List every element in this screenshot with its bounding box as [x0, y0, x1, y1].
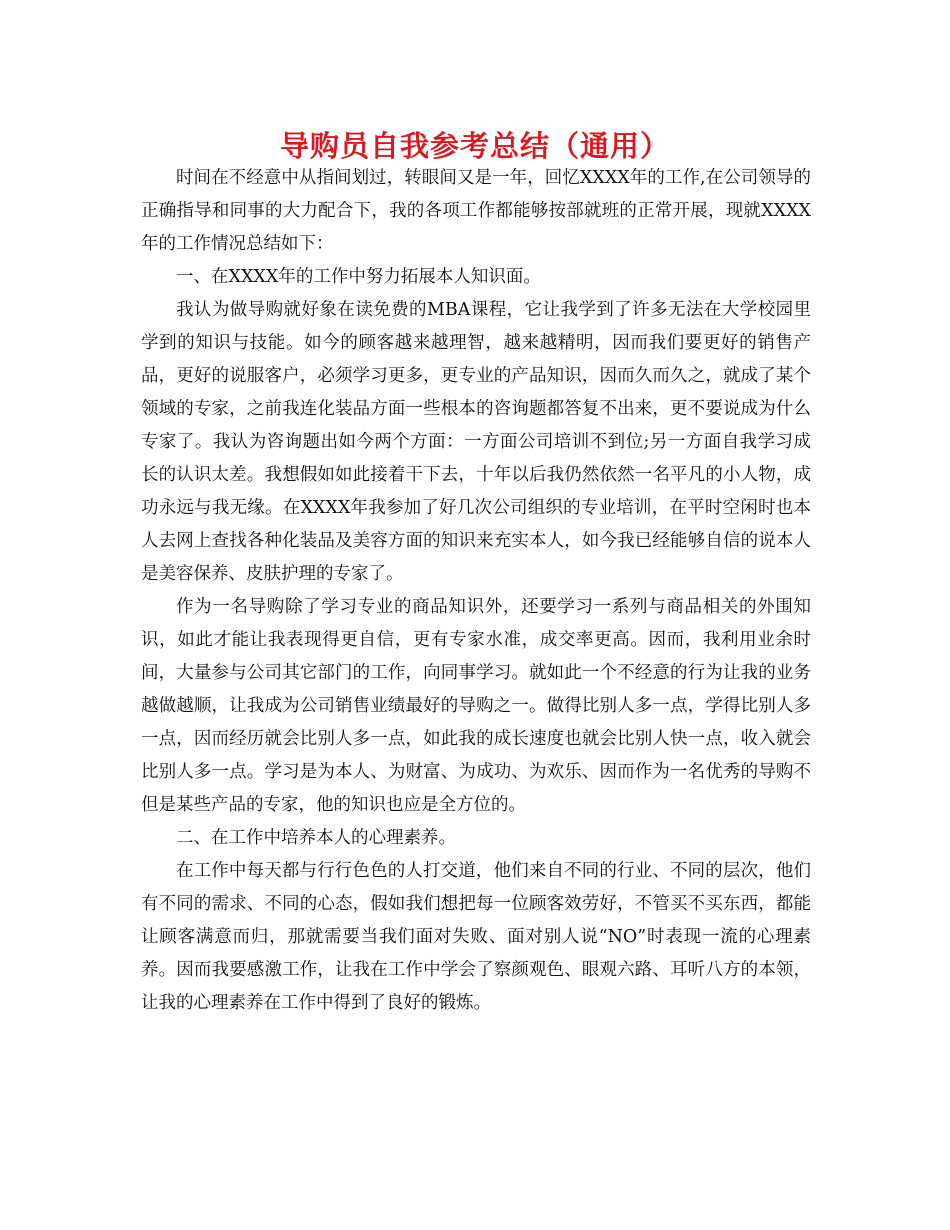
document-body	[141, 162, 811, 1020]
paragraph-learning: 我认为做导购就好象在读免费的MBA课程，它让我学到了许多无法在大学校园里学到的知识与技能。如今的顾客越来越理智，越来越精明，因而我们要更好的销售产品，更好的说服客户，必须学习更多，更专业的产品知识，因而久而久之，就成了某个领域的专家，之前我连化装品方面一些根本的咨询题都答复不出来，更不要说成为什么专家了。我认为咨询题出如今两个方面：一方面公司培训不到位;另一方面自我学习成长的认识太差。我想假如如此接着干下去，十年以后我仍然依然一名平凡的小人物，成功永远与我无缘。在XXXX年我参加了好几次公司组织的专业培训，在平时空闲时也本人去网上查找各种化装品及美容方面的知识来充实本人，如今我已经能够自信的说本人是美容保养、皮肤护理的专家了。	[141, 300, 811, 584]
paragraph-product-knowledge: 作为一名导购除了学习专业的商品知识外，还要学习一系列与商品相关的外围知识，如此才能让我表现得更自信，更有专家水准，成交率更高。因而，我利用业余时间，大量参与公司其它部门的工作，向同事学习。就如此一个不经意的行为让我的业务越做越顺，让我成为公司销售业绩最好的导购之一。做得比别人多一点，学得比别人多一点，因而经历就会比别人多一点，如此我的成长速度也就会比别人快一点，收入就会比别人多一点。学习是为本人、为财富、为成功、为欢乐、因而作为一名优秀的导购不但是某些产品的专家，他的知识也应是全方位的。	[141, 597, 811, 815]
document-title: 导购员自我参考总结（通用）	[279, 129, 670, 163]
paragraph-intro: 时间在不经意中从指间划过，转眼间又是一年，回忆XXXX年的工作,在公司领导的正确指导和同事的大力配合下，我的各项工作都能够按部就班的正常开展，现就XXXX年的工作情况总结如下：	[141, 168, 811, 254]
paragraph-psychology: 在工作中每天都与行行色色的人打交道，他们来自不同的行业、不同的层次，他们有不同的需求、不同的心态，假如我们想把每一位顾客效劳好，不管买不买东西，都能让顾客满意而归，那就需要当我们面对失败、面对别人说“NO”时表现一流的心理素养。因而我要感激工作，让我在工作中学会了察颜观色、眼观六路、耳听八方的本领，让我的心理素养在工作中得到了良好的锻炼。	[141, 861, 811, 1013]
section-heading-1: 一、在XXXX年的工作中努力拓展本人知识面。	[176, 267, 541, 287]
section-heading-2: 二、在工作中培养本人的心理素养。	[176, 828, 456, 848]
